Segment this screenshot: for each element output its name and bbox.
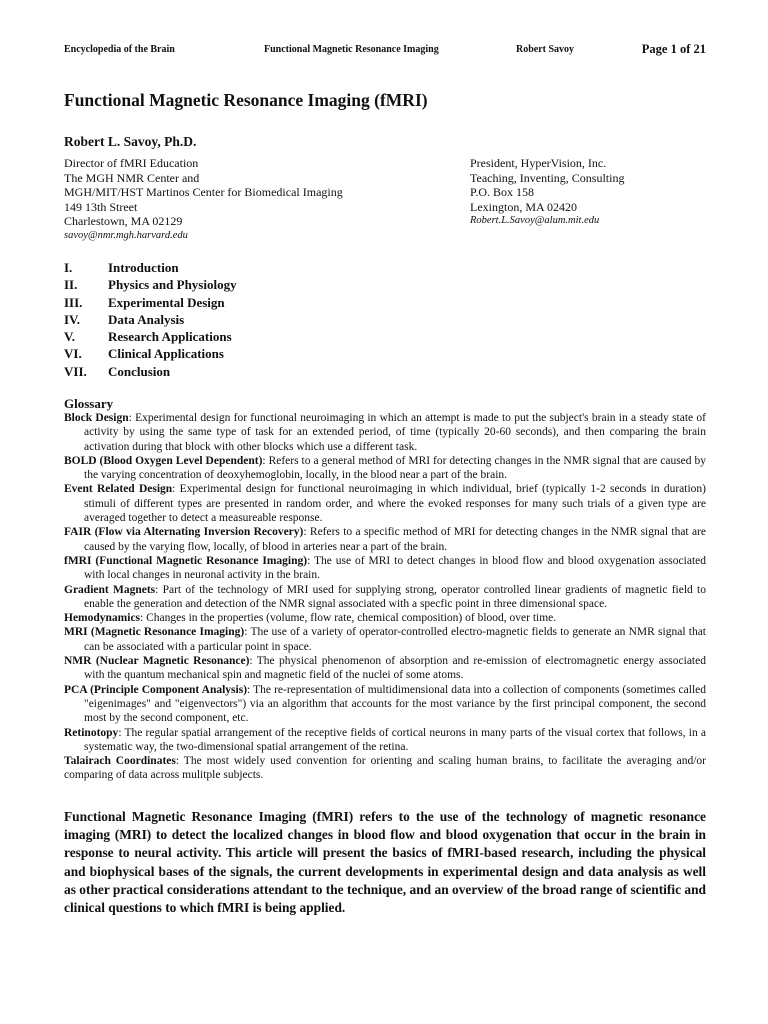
toc-label: Clinical Applications: [108, 346, 224, 362]
toc-label: Physics and Physiology: [108, 277, 237, 293]
glossary-entry: [64, 683, 706, 726]
header-page-number: Page 1 of 21: [641, 42, 706, 56]
glossary-term: NMR (Nuclear Magnetic Resonance): [64, 655, 250, 668]
glossary-definition: : The use of MRI to detect changes in blood flow and blood oxygenation associated with local changes in neuronal activity in the brain.: [84, 554, 706, 582]
glossary-term: BOLD (Blood Oxygen Level Dependent): [64, 454, 263, 467]
author-address-primary: [64, 156, 343, 244]
address-line: President, HyperVision, Inc.: [470, 156, 607, 170]
address-line: Charlestown, MA 02129: [64, 214, 183, 229]
glossary-definition: : The physical phenomenon of absorption and re-emission of electromagnetic energy associated with the quantum mechanical spin and magnetic field of the nuclei of some atoms.: [84, 655, 706, 682]
glossary-definition: : The re-representation of multidimensional data into a collection of components (sometimes called "eigenimages" and "eigenvectors") via an algorithm that accounts for the most variance by the first principal component, the second most by the second component, etc.: [84, 683, 706, 725]
glossary-term: Gradient Magnets: [64, 583, 156, 596]
toc-label: Data Analysis: [108, 311, 185, 327]
toc-number: II.: [64, 277, 78, 293]
address-line: Director of fMRI Education: [64, 156, 199, 170]
glossary-term: Block Design: [64, 412, 129, 424]
glossary-entry: [64, 754, 706, 783]
glossary-heading: Glossary: [64, 396, 114, 411]
author-email-primary: savoy@nmr.mgh.harvard.edu: [64, 229, 188, 241]
glossary-definition: : Changes in the properties (volume, flow rate, chemical composition) of blood, over time.: [140, 612, 557, 625]
glossary-definition: : Refers to a specific method of MRI for detecting changes in the NMR signal that are caused by the varying flow, locally, of blood in arteries near a part of the brain.: [84, 526, 706, 553]
glossary-definition: : Part of the technology of MRI used for supplying strong, operator controlled linear gradients of magnetic field to enable the generation and detection of the NMR signal associated with a specfic point in three dimensional space.: [84, 583, 706, 610]
toc-label: Introduction: [108, 260, 179, 275]
glossary-term: Retinotopy: [64, 726, 119, 739]
toc-label: Conclusion: [108, 363, 171, 379]
glossary-list: [64, 411, 706, 783]
header-publication: Encyclopedia of the Brain: [64, 44, 175, 55]
author-email-secondary: Robert.L.Savoy@alum.mit.edu: [470, 215, 600, 227]
article-title: Functional Magnetic Resonance Imaging (fMRI): [64, 90, 428, 110]
glossary-entry: [64, 654, 706, 683]
toc-label: Research Applications: [108, 329, 232, 345]
abstract-paragraph: Functional Magnetic Resonance Imaging (fMRI) refers to the use of the technology of magnetic resonance imaging (MRI) to detect the localized changes in blood flow and blood oxygenation that occur in the brain in response to neural activity. This article will present the basics of fMRI-based research, including the physical and biophysical bases of the signals, the current developments in experimental design and data analysis as well as other practical considerations attendant to the technique, and an overview of the broad range of scientific and clinical questions to which fMRI is being applied.: [64, 809, 706, 916]
address-line: 149 13th Street: [64, 199, 138, 214]
glossary-definition: : The use of a variety of operator-controlled electro-magnetic fields to generate an NMR signal that can be associated with a particular point in space.: [84, 626, 706, 653]
glossary-definition: : Experimental design for functional neuroimaging in which individual, brief (typically 1-2 seconds in duration) stimuli of different types are presented in random order, and where the evoked responses for many such trials of a given type are averaged together to detect a measureable response.: [84, 483, 706, 525]
address-line: Lexington, MA 02420: [470, 199, 577, 214]
glossary-term: PCA (Principle Component Analysis): [64, 683, 248, 696]
toc-label: Experimental Design: [108, 294, 225, 310]
glossary-definition: : The most widely used convention for orienting and scaling human brains, to facilitate the averaging and/or comparing of data across mulitple subjects.: [64, 755, 706, 782]
glossary-entry: [64, 554, 706, 583]
glossary-term: fMRI (Functional Magnetic Resonance Imaging): [64, 554, 308, 567]
author-name: Robert L. Savoy, Ph.D.: [64, 134, 197, 149]
toc-number: IV.: [64, 311, 81, 327]
header-article-title: Functional Magnetic Resonance Imaging: [264, 44, 439, 55]
toc-number: VI.: [64, 346, 82, 362]
glossary-entry: [64, 583, 706, 612]
glossary-definition: : The regular spatial arrangement of the receptive fields of cortical neurons in many parts of the visual cortex that follows, in a systematic way, the two-dimensional spatial arrangement of the retina.: [84, 726, 706, 753]
address-line: Teaching, Inventing, Consulting: [470, 170, 625, 185]
glossary-term: Event Related Design: [64, 483, 173, 496]
toc-number: V.: [64, 329, 75, 345]
glossary-entry: [64, 454, 706, 483]
address-line: P.O. Box 158: [470, 185, 535, 200]
glossary-entry: [64, 411, 706, 454]
glossary-term: Talairach Coordinates: [64, 755, 176, 768]
glossary-definition: : Refers to a general method of MRI for detecting changes in the NMR signal that are caused by the varying concentration of deoxyhemoglobin, locally, in the blood near a part of the brain.: [84, 454, 706, 482]
header-author: Robert Savoy: [516, 44, 575, 55]
address-line: MGH/MIT/HST Martinos Center for Biomedical Imaging: [64, 185, 343, 200]
glossary-definition: : Experimental design for functional neuroimaging in which an attempt is made to put the subject's brain in a steady state of activity by using the same type of task for an extended period, of time (typically 20-60 seconds), and then comparing the brain activation during that block with other blocks which use a different task.: [84, 412, 707, 453]
glossary-entry: [64, 482, 706, 525]
address-line: The MGH NMR Center and: [64, 170, 200, 185]
glossary-term: MRI (Magnetic Resonance Imaging): [64, 626, 245, 639]
running-header: [64, 44, 706, 62]
toc-number: VII.: [64, 363, 87, 379]
glossary-entry: [64, 625, 706, 654]
glossary-term: Hemodynamics: [64, 612, 141, 625]
glossary-entry: [64, 611, 706, 625]
glossary-term: FAIR (Flow via Alternating Inversion Recovery): [64, 526, 304, 539]
author-address-secondary: [470, 156, 624, 229]
toc-number: III.: [64, 294, 83, 310]
toc-number: I.: [64, 260, 73, 275]
glossary-entry: [64, 525, 706, 554]
glossary-entry: [64, 726, 706, 755]
